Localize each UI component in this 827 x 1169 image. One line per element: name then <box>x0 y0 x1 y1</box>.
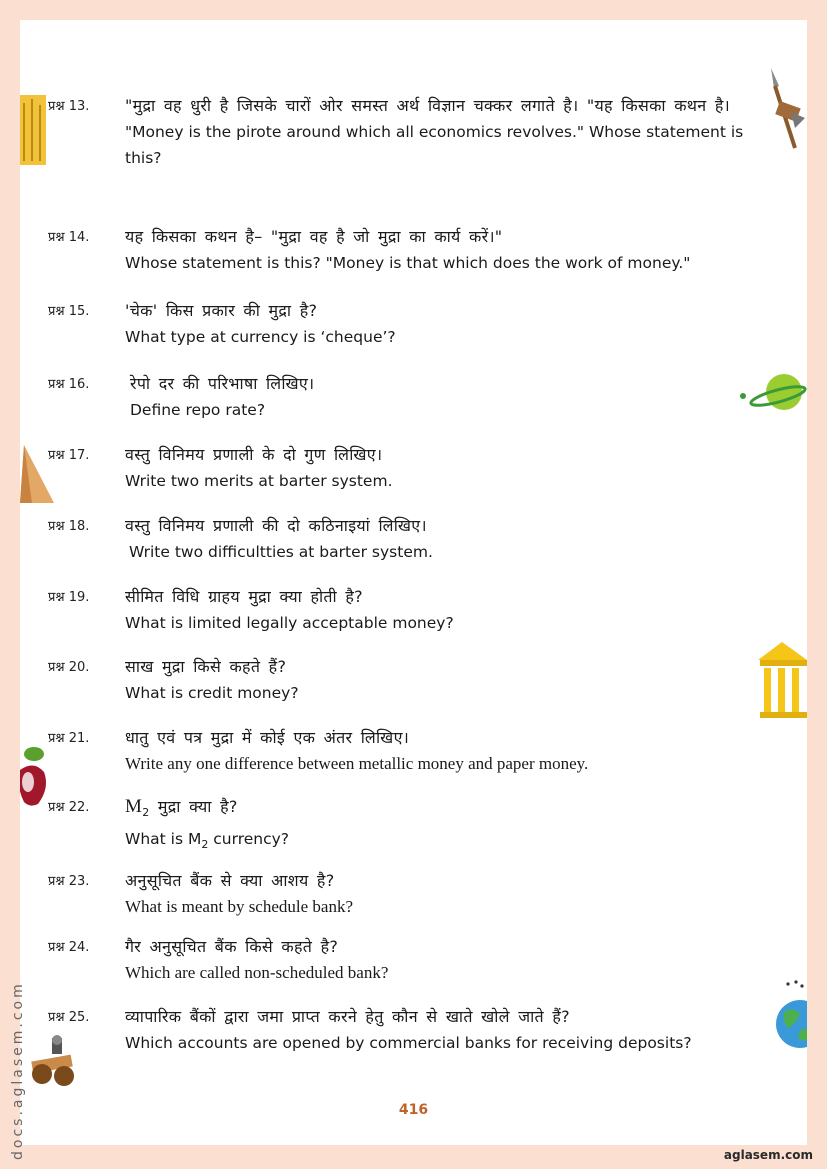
question-english-post: currency? <box>208 830 290 849</box>
question-english: Write any one difference between metallic money and paper money. <box>125 754 589 773</box>
watermark: docs.aglasem.com <box>10 981 26 1160</box>
question-number: प्रश्न 20. <box>48 660 90 675</box>
question-number: प्रश्न 17. <box>48 448 90 463</box>
question-hindi: वस्तु विनिमय प्रणाली के दो गुण लिखिए। <box>125 445 383 464</box>
question-english: What is limited legally acceptable money? <box>125 614 454 632</box>
question-hindi: सीमित विधि ग्राहय मुद्रा क्या होती है? <box>125 587 363 606</box>
question-number: प्रश्न 21. <box>48 731 90 746</box>
question-english: What is meant by schedule bank? <box>125 897 354 916</box>
question-hindi-rest: मुद्रा क्या है? <box>149 797 238 816</box>
question-english: Whose statement is this? "Money is that which does the work of money." <box>125 254 691 272</box>
question-english: Define repo rate? <box>130 401 266 419</box>
question-number: प्रश्न 16. <box>48 377 90 392</box>
globe-icon <box>770 978 807 1053</box>
question-number: प्रश्न 14. <box>48 230 90 245</box>
question-english: Write two difficultties at barter system. <box>129 543 433 561</box>
question-hindi: गैर अनुसूचित बैंक किसे कहते है? <box>125 937 339 956</box>
question-hindi: यह किसका कथन है– "मुद्रा वह है जो मुद्रा का कार्य करें।" <box>125 227 503 246</box>
apple-icon <box>20 742 52 808</box>
question-english-pre: What is M <box>125 830 202 849</box>
question-hindi: "मुद्रा वह धुरी है जिसके चारों ओर समस्त अर्थ विज्ञान चक्कर लगाते है। "यह किसका कथन है। <box>125 96 731 115</box>
question-hindi: व्यापारिक बैंकों द्वारा जमा प्राप्त करने हेतु कौन से खाते खोले जाते हैं? <box>125 1007 570 1026</box>
question-number: प्रश्न 23. <box>48 874 90 889</box>
pyramid-icon <box>20 445 54 503</box>
question-number: प्रश्न 13. <box>48 99 90 114</box>
question-english: Which are called non-scheduled bank? <box>125 963 389 982</box>
question-hindi: अनुसूचित बैंक से क्या आशय है? <box>125 871 335 890</box>
question-english: "Money is the pirote around which all economics revolves." Whose statement is this? <box>125 123 744 167</box>
question-english <box>125 826 765 858</box>
m2-symbol: M <box>125 796 143 817</box>
m2-subscript-en: 2 <box>201 838 209 852</box>
question-number: प्रश्न 24. <box>48 940 90 955</box>
question-english: What is credit money? <box>125 684 299 702</box>
question-hindi: साख मुद्रा किसे कहते हैं? <box>125 657 287 676</box>
question-number: प्रश्न 19. <box>48 590 90 605</box>
question-hindi: धातु एवं पत्र मुद्रा में कोई एक अंतर लिखिए। <box>125 728 410 747</box>
question-english: What type at currency is ‘cheque’? <box>125 328 396 346</box>
question-hindi <box>125 794 765 826</box>
pillar-building-icon <box>758 642 807 718</box>
question-hindi: रेपो दर की परिभाषा लिखिए। <box>130 374 315 393</box>
question-number: प्रश्न 18. <box>48 519 90 534</box>
page <box>20 20 807 1145</box>
m2-subscript: 2 <box>142 806 150 820</box>
cannon-icon <box>22 1034 80 1090</box>
question-hindi: वस्तु विनिमय प्रणाली की दो कठिनाइयां लिखिए। <box>125 516 427 535</box>
question-number: प्रश्न 22. <box>48 800 90 815</box>
question-english: Write two merits at barter system. <box>125 472 393 490</box>
planet-icon <box>738 370 807 414</box>
question-number: प्रश्न 15. <box>48 304 90 319</box>
spear-icon <box>765 68 807 152</box>
question-hindi: 'चेक' किस प्रकार की मुद्रा है? <box>125 301 318 320</box>
question-number: प्रश्न 25. <box>48 1010 90 1025</box>
question-english: Which accounts are opened by commercial banks for receiving deposits? <box>125 1034 692 1052</box>
page-number: 416 <box>398 1102 429 1118</box>
footer-site: aglasem.com <box>723 1148 813 1162</box>
ruler-icon <box>20 95 46 165</box>
